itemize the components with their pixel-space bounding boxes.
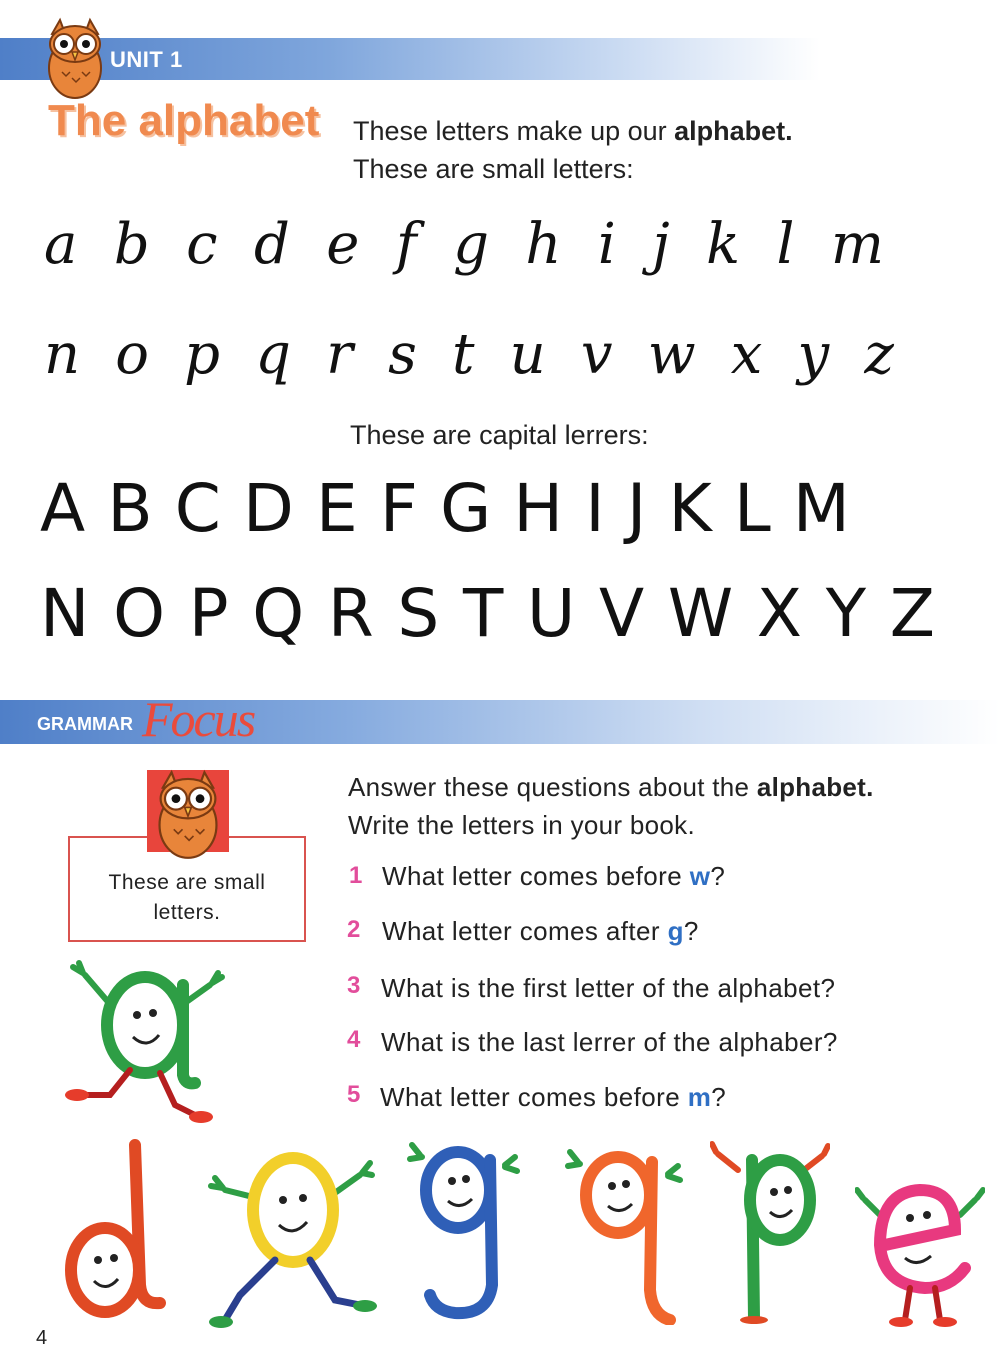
- character-letter-o-illustration: [195, 1130, 385, 1330]
- character-letter-p-illustration: [710, 1140, 830, 1325]
- question-text: What is the first letter of the alphabet?: [381, 973, 836, 1003]
- capital-letter: X: [756, 575, 803, 652]
- capital-letter: L: [733, 470, 771, 547]
- intro-line-1: [353, 116, 793, 147]
- character-letter-q-illustration: [560, 1140, 690, 1325]
- capital-letter: V: [599, 575, 645, 652]
- tip-line-1: These are small: [108, 871, 266, 894]
- capital-letter: S: [397, 575, 440, 652]
- tip-line-2: letters.: [153, 901, 221, 924]
- small-letter: l: [776, 212, 795, 277]
- capital-letter: I: [585, 470, 605, 547]
- small-letters-row-1: [44, 212, 884, 277]
- capital-letter: O: [113, 575, 166, 652]
- small-letter: r: [326, 322, 353, 387]
- small-letters-row-2: [44, 322, 894, 387]
- capital-letter: M: [792, 470, 850, 547]
- character-letter-d-illustration: [40, 1135, 190, 1330]
- character-letter-a-illustration: [55, 955, 235, 1130]
- small-letter: p: [184, 322, 220, 387]
- small-letter: j: [652, 212, 670, 277]
- questions-intro-bold: alphabet.: [756, 772, 874, 802]
- capital-letter: H: [513, 470, 564, 547]
- question-text: What letter comes before m?: [380, 1082, 727, 1112]
- owl-mascot-icon: [152, 768, 224, 860]
- question-letter: m: [687, 1082, 712, 1112]
- capital-letter: C: [174, 470, 221, 547]
- question-letter: w: [689, 861, 711, 891]
- tip-text: [70, 868, 304, 928]
- small-letter: m: [830, 212, 884, 277]
- page-number: 4: [36, 1327, 48, 1349]
- small-letter: q: [255, 322, 291, 387]
- small-letter: u: [509, 322, 546, 387]
- question-letter: g: [667, 916, 684, 946]
- intro-text: These letters make up our: [353, 116, 675, 146]
- small-letter: k: [706, 212, 741, 277]
- question-text: What letter comes after g?: [382, 916, 699, 946]
- capital-letter: A: [40, 470, 86, 547]
- intro-line-2: These are small letters:: [353, 154, 634, 184]
- owl-mascot-icon: [44, 16, 106, 100]
- capital-letter: F: [379, 470, 418, 547]
- small-letter: i: [597, 212, 616, 277]
- capital-letter: T: [462, 575, 504, 652]
- capital-letter: Y: [825, 575, 867, 652]
- page-title: The alphabet: [48, 96, 320, 145]
- question-number: 4: [347, 1026, 361, 1053]
- capital-letters-row-2: [40, 575, 935, 652]
- small-letter: c: [186, 212, 218, 277]
- character-letter-e-illustration: [855, 1160, 985, 1330]
- capital-letter: J: [626, 470, 647, 547]
- capital-letter: B: [107, 470, 153, 547]
- small-letter: y: [797, 322, 830, 387]
- capital-letter: R: [327, 575, 374, 652]
- questions-intro-line-2: Write the letters in your book.: [348, 810, 695, 840]
- small-letter: w: [647, 322, 696, 387]
- small-letter: a: [44, 212, 78, 277]
- capital-letter: Z: [889, 575, 935, 652]
- small-letter: z: [864, 322, 894, 387]
- capital-letter: K: [668, 470, 712, 547]
- small-letter: h: [525, 212, 562, 277]
- capital-letter: P: [188, 575, 229, 652]
- capital-intro: These are capital lerrers:: [350, 420, 649, 450]
- small-letter: d: [253, 212, 290, 277]
- question-text: What letter comes before w?: [382, 861, 726, 891]
- small-letter: v: [580, 322, 613, 387]
- capital-letter: Q: [252, 575, 305, 652]
- capital-letter: D: [243, 470, 294, 547]
- question-number: 3: [347, 972, 361, 999]
- questions-intro-text: Answer these questions about the: [348, 772, 757, 802]
- grammar-label: GRAMMAR: [37, 714, 133, 734]
- character-letter-g-illustration: [400, 1135, 530, 1325]
- small-letter: e: [326, 212, 360, 277]
- small-letter: f: [395, 212, 417, 277]
- capital-letter: N: [40, 575, 90, 652]
- small-letter: t: [451, 322, 475, 387]
- question-number: 1: [349, 862, 363, 889]
- unit-label: UNIT 1: [110, 47, 183, 72]
- question-text: What is the last lerrer of the alphaber?: [381, 1027, 838, 1057]
- capital-letter: G: [440, 470, 492, 547]
- capital-letters-row-1: [40, 470, 850, 547]
- intro-bold-word: alphabet.: [674, 116, 793, 146]
- small-letter: x: [730, 322, 763, 387]
- capital-letter: E: [316, 470, 358, 547]
- capital-letter: W: [667, 575, 734, 652]
- small-letter: n: [44, 322, 81, 387]
- question-number: 5: [347, 1081, 361, 1108]
- question-number: 2: [347, 916, 361, 943]
- small-letter: o: [115, 322, 149, 387]
- small-letter: g: [453, 212, 489, 277]
- focus-word: Focus: [142, 691, 255, 747]
- small-letter: b: [113, 212, 150, 277]
- questions-intro-line-1: [348, 772, 874, 803]
- small-letter: s: [388, 322, 417, 387]
- capital-letter: U: [527, 575, 576, 652]
